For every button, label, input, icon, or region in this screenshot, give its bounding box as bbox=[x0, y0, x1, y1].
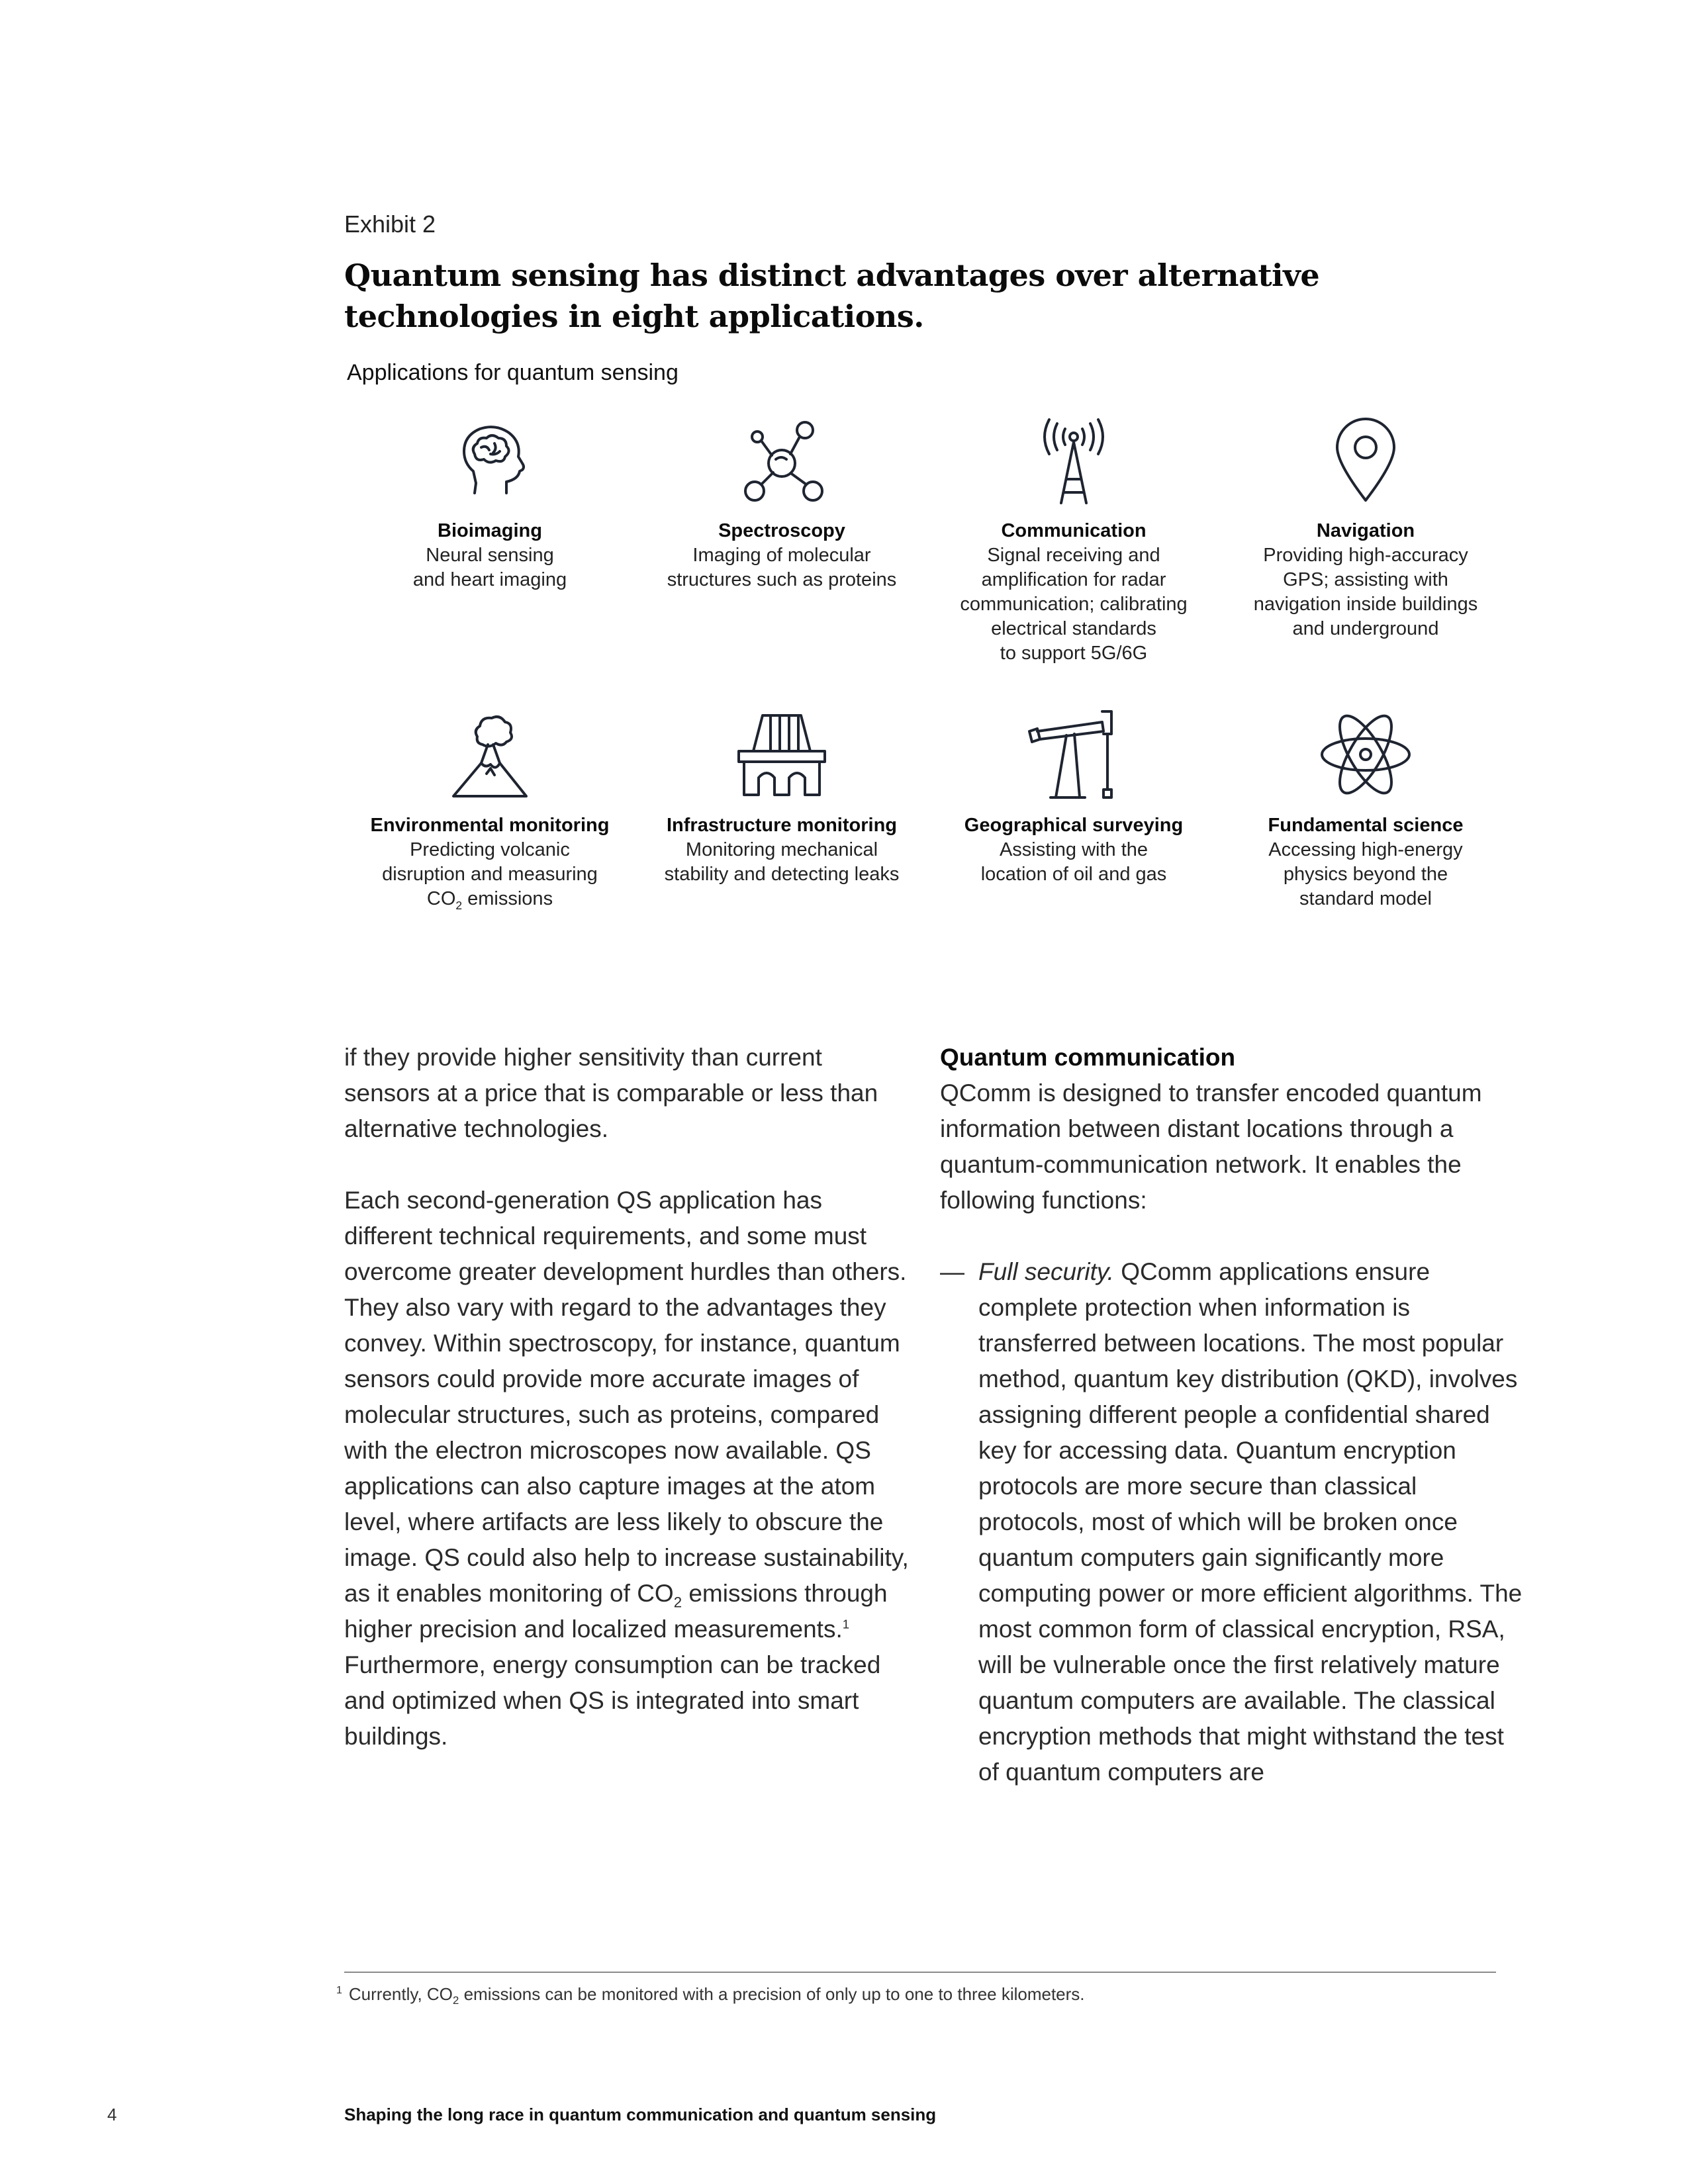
antenna-tower-icon bbox=[1024, 410, 1123, 510]
volcano-icon bbox=[440, 705, 539, 804]
footnote-marker: 1 bbox=[336, 1985, 342, 1997]
exhibit-label: Exhibit 2 bbox=[344, 210, 436, 238]
co2-subscript: 2 bbox=[673, 1594, 682, 1611]
application-fundamental-science bbox=[1220, 705, 1511, 911]
footnote-text: Currently, CO bbox=[348, 1984, 453, 2004]
bullet-item bbox=[940, 1254, 1523, 1790]
left-column bbox=[344, 1040, 914, 1790]
application-description: Imaging of molecular structures such as proteins bbox=[667, 545, 897, 590]
location-pin-icon bbox=[1316, 410, 1415, 510]
application-name: Geographical surveying bbox=[964, 815, 1184, 836]
application-navigation bbox=[1220, 410, 1511, 641]
paragraph-text: Each second-generation QS application has different technical requirements, and some must overcome greater development hurdles than others. They also vary with regard to the advantages they convey. Within spectroscopy, for instance, quantum sensors could provide more accurate images of molecular structures, such as proteins, compared with the electron microscopes now available. QS applications can also capture images at the atom level, where artifacts are less likely to obscure the image. QS could also help to increase sustainability, as it enables monitoring of CO bbox=[344, 1187, 909, 1607]
footnote bbox=[336, 1984, 1085, 2007]
right-column bbox=[940, 1040, 1523, 1790]
paragraph-text: Furthermore, energy consumption can be tracked and optimized when QS is integrated into smart buildings. bbox=[344, 1651, 881, 1750]
co2-subscript: 2 bbox=[452, 1994, 459, 2007]
oil-pump-icon bbox=[1024, 705, 1123, 804]
application-name: Navigation bbox=[1316, 520, 1415, 541]
bullet-text: QComm applications ensure complete protection when information is transferred between locations. The most popular method, quantum key distribution (QKD), involves assigning different people a confidential shared key for accessing data. Quantum encryption protocols are more secure than classical protocols, most of which will be broken once quantum computers gain significantly more computing power or more efficient algorithms. The most common form of classical encryption, RSA, will be vulnerable once the first relatively mature quantum computers are available. The classical encryption methods that might withstand the test of quantum computers are bbox=[978, 1258, 1523, 1786]
application-environmental-monitoring bbox=[344, 705, 635, 911]
body-paragraph: if they provide higher sensitivity than current sensors at a price that is comparable or less than alternative technologies. bbox=[344, 1044, 878, 1142]
applications-grid bbox=[344, 410, 1523, 927]
application-name: Spectroscopy bbox=[718, 520, 845, 541]
application-name: Bioimaging bbox=[438, 520, 542, 541]
application-name: Environmental monitoring bbox=[370, 815, 610, 836]
application-name: Communication bbox=[1001, 520, 1147, 541]
application-communication bbox=[928, 410, 1219, 666]
footnote-divider bbox=[344, 1972, 1496, 1973]
bullet-dash: — bbox=[940, 1258, 964, 1285]
application-infrastructure-monitoring bbox=[636, 705, 927, 887]
section-heading: Quantum communication bbox=[940, 1044, 1236, 1071]
atom-icon bbox=[1316, 705, 1415, 804]
application-description: Accessing high-energy physics beyond the standard model bbox=[1268, 839, 1463, 909]
application-description: Neural sensing and heart imaging bbox=[412, 545, 567, 590]
application-description bbox=[344, 838, 635, 911]
page-number: 4 bbox=[107, 2105, 117, 2124]
co2-subscript: 2 bbox=[455, 898, 463, 912]
application-spectroscopy bbox=[636, 410, 927, 592]
application-description-text: emissions bbox=[462, 888, 553, 909]
application-description: Providing high-accuracy GPS; assisting with navigation inside buildings and underground bbox=[1253, 545, 1478, 639]
running-title: Shaping the long race in quantum communication and quantum sensing bbox=[344, 2105, 937, 2124]
bridge-icon bbox=[732, 705, 831, 804]
bullet-lead: Full security. bbox=[978, 1258, 1114, 1285]
application-description-text: Predicting volcanic disruption and measuring CO bbox=[382, 839, 598, 909]
application-bioimaging bbox=[344, 410, 635, 592]
footnote-reference[interactable]: 1 bbox=[842, 1617, 850, 1631]
brain-head-icon bbox=[440, 410, 539, 510]
application-geographical-surveying bbox=[928, 705, 1219, 887]
paragraph-text: emissions through higher precision and localized measurements. bbox=[344, 1580, 888, 1643]
application-name: Fundamental science bbox=[1268, 815, 1464, 836]
exhibit-title: Quantum sensing has distinct advantages over alternative technologies in eight applications. bbox=[344, 257, 1320, 334]
body-paragraph: QComm is designed to transfer encoded quantum information between distant locations through a quantum-communication network. It enables the following functions: bbox=[940, 1079, 1482, 1214]
footnote-text: emissions can be monitored with a precision of only up to one to three kilometers. bbox=[459, 1984, 1085, 2004]
application-name: Infrastructure monitoring bbox=[666, 815, 897, 836]
application-description: Monitoring mechanical stability and detecting leaks bbox=[664, 839, 900, 885]
body-paragraph bbox=[344, 1183, 914, 1754]
chart-subtitle: Applications for quantum sensing bbox=[347, 360, 679, 385]
application-description: Signal receiving and amplification for radar communication; calibrating electrical standards to support 5G/6G bbox=[960, 545, 1188, 664]
molecule-icon bbox=[732, 410, 831, 510]
application-description: Assisting with the location of oil and gas bbox=[980, 839, 1167, 885]
